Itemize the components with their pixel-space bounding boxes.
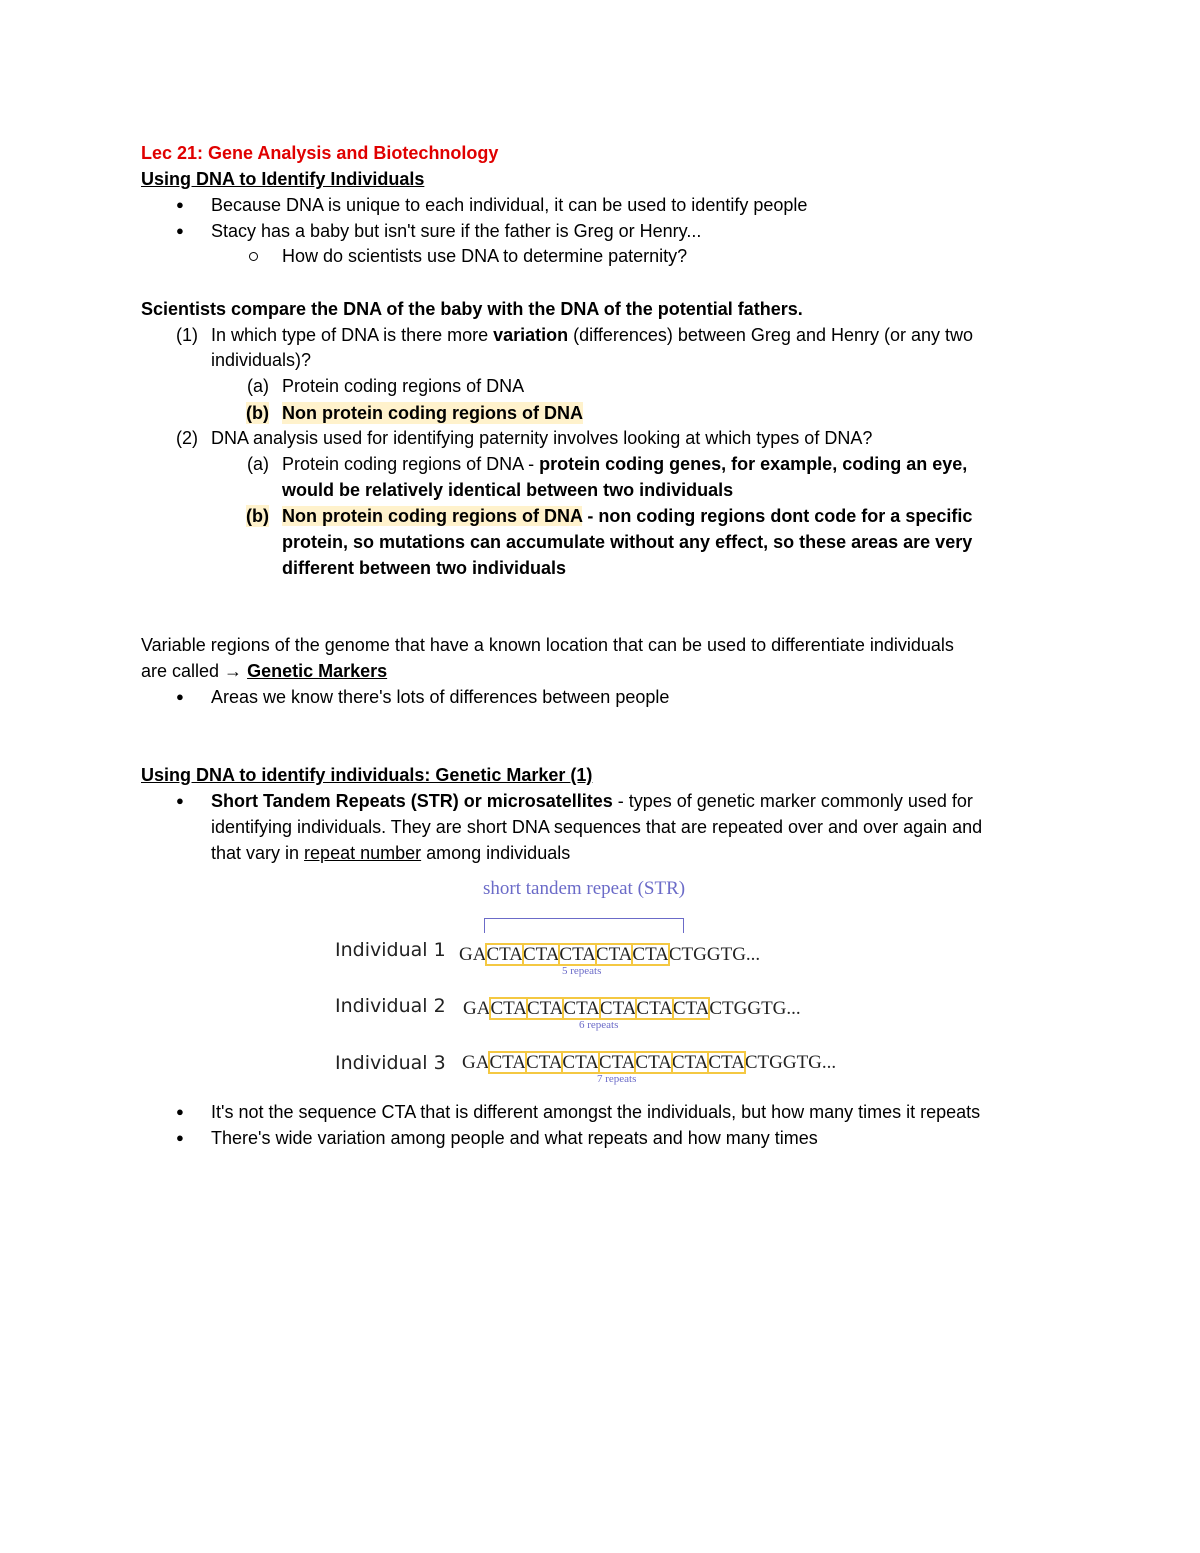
markers-text-line-2: are called → Genetic Markers xyxy=(141,661,388,681)
bullet-dot: ● xyxy=(176,197,184,212)
repeat-unit: CTA xyxy=(632,944,669,965)
option-a-line-2: would be relatively identical between two individuals xyxy=(282,480,734,500)
question-number: (1) xyxy=(176,325,198,345)
sub-list-item: How do scientists use DNA to determine paternity? xyxy=(282,246,688,266)
option-b-line-2: protein, so mutations can accumulate without any effect, so these areas are very xyxy=(282,532,973,552)
individual-1-sequence xyxy=(459,944,760,966)
individual-3-label: Individual 3 xyxy=(335,1052,446,1074)
option-b-line-1: Non protein coding regions of DNA - non coding regions dont code for a specific xyxy=(282,506,973,526)
sequence-prefix: GA xyxy=(463,998,491,1019)
bullet-dot: ● xyxy=(176,1130,184,1145)
option-label-selected: (b) xyxy=(246,403,269,423)
repeat-unit: CTA xyxy=(672,998,710,1019)
sequence-suffix: CTGGTG... xyxy=(668,944,761,965)
repeat-unit: CTA xyxy=(526,998,564,1019)
individual-2-sequence xyxy=(463,998,801,1020)
repeat-unit: CTA xyxy=(599,998,637,1019)
question-1-line-1: In which type of DNA is there more variation (differences) between Greg and Henry (or any two xyxy=(211,325,974,345)
repeat-unit: CTA xyxy=(486,944,523,965)
individual-3-repeats: 7 repeats xyxy=(597,1073,637,1085)
section-heading-compare: Scientists compare the DNA of the baby with the DNA of the potential fathers. xyxy=(141,299,803,319)
question-number: (2) xyxy=(176,428,198,448)
repeat-unit: CTA xyxy=(489,1052,526,1073)
individual-1-label: Individual 1 xyxy=(335,939,446,961)
option-b-line-3: different between two individuals xyxy=(282,558,567,578)
repeat-unit: CTA xyxy=(671,1052,709,1073)
option-label-selected: (b) xyxy=(246,506,269,526)
individual-2-repeats: 6 repeats xyxy=(579,1019,619,1031)
list-item: Areas we know there's lots of differences between people xyxy=(211,687,670,707)
list-item: Because DNA is unique to each individual, it can be used to identify people xyxy=(211,195,808,215)
repeat-unit: CTA xyxy=(525,1052,563,1073)
option-a: Protein coding regions of DNA xyxy=(282,376,525,396)
individual-1-repeats: 5 repeats xyxy=(562,965,602,977)
repeat-unit: CTA xyxy=(635,1052,672,1073)
section-heading-genetic-marker: Using DNA to identify individuals: Genetic Marker (1) xyxy=(141,765,593,785)
repeat-unit: CTA xyxy=(636,998,673,1019)
str-bullet-line-1: Short Tandem Repeats (STR) or microsatellites - types of genetic marker commonly used for xyxy=(211,791,973,811)
genetic-markers-term: Genetic Markers xyxy=(247,661,388,681)
bullet-dot: ● xyxy=(176,1104,184,1119)
option-label: (a) xyxy=(247,454,269,474)
bullet-ring xyxy=(249,252,258,261)
bullet-dot: ● xyxy=(176,223,184,238)
sequence-prefix: GA xyxy=(459,944,487,965)
section-heading-identify: Using DNA to Identify Individuals xyxy=(141,169,425,189)
page-title: Lec 21: Gene Analysis and Biotechnology xyxy=(141,143,499,163)
list-item: There's wide variation among people and what repeats and how many times xyxy=(211,1128,818,1148)
repeat-unit: CTA xyxy=(708,1052,745,1073)
repeat-unit: CTA xyxy=(522,944,560,965)
repeat-unit: CTA xyxy=(595,944,633,965)
sequence-suffix: CTGGTG... xyxy=(744,1052,837,1073)
sequence-suffix: CTGGTG... xyxy=(709,998,801,1019)
str-bullet-line-3: that vary in repeat number among individuals xyxy=(211,843,571,863)
markers-text-line-1: Variable regions of the genome that have a known location that can be used to differentiate individuals xyxy=(141,635,954,655)
option-b-answer: Non protein coding regions of DNA xyxy=(282,403,583,423)
individual-3-sequence xyxy=(462,1052,836,1074)
question-1-line-2: individuals)? xyxy=(211,350,312,370)
option-a-line-1: Protein coding regions of DNA - protein coding genes, for example, coding an eye, xyxy=(282,454,968,474)
figure-title: short tandem repeat (STR) xyxy=(483,878,686,899)
repeat-unit: CTA xyxy=(598,1052,636,1073)
repeat-unit: CTA xyxy=(490,998,527,1019)
list-item: It's not the sequence CTA that is different amongst the individuals, but how many times it repeats xyxy=(211,1102,981,1122)
str-bracket xyxy=(484,918,684,933)
sequence-prefix: GA xyxy=(462,1052,490,1073)
list-item: Stacy has a baby but isn't sure if the father is Greg or Henry... xyxy=(211,221,702,241)
question-2-text: DNA analysis used for identifying paternity involves looking at which types of DNA? xyxy=(211,428,873,448)
repeat-unit: CTA xyxy=(559,944,596,965)
option-label: (a) xyxy=(247,376,269,396)
str-bullet-line-2: identifying individuals. They are short DNA sequences that are repeated over and over again and xyxy=(211,817,983,837)
bullet-dot: ● xyxy=(176,689,184,704)
individual-2-label: Individual 2 xyxy=(335,995,446,1017)
bullet-dot: ● xyxy=(176,793,184,808)
repeat-unit: CTA xyxy=(562,1052,599,1073)
repeat-unit: CTA xyxy=(563,998,600,1019)
